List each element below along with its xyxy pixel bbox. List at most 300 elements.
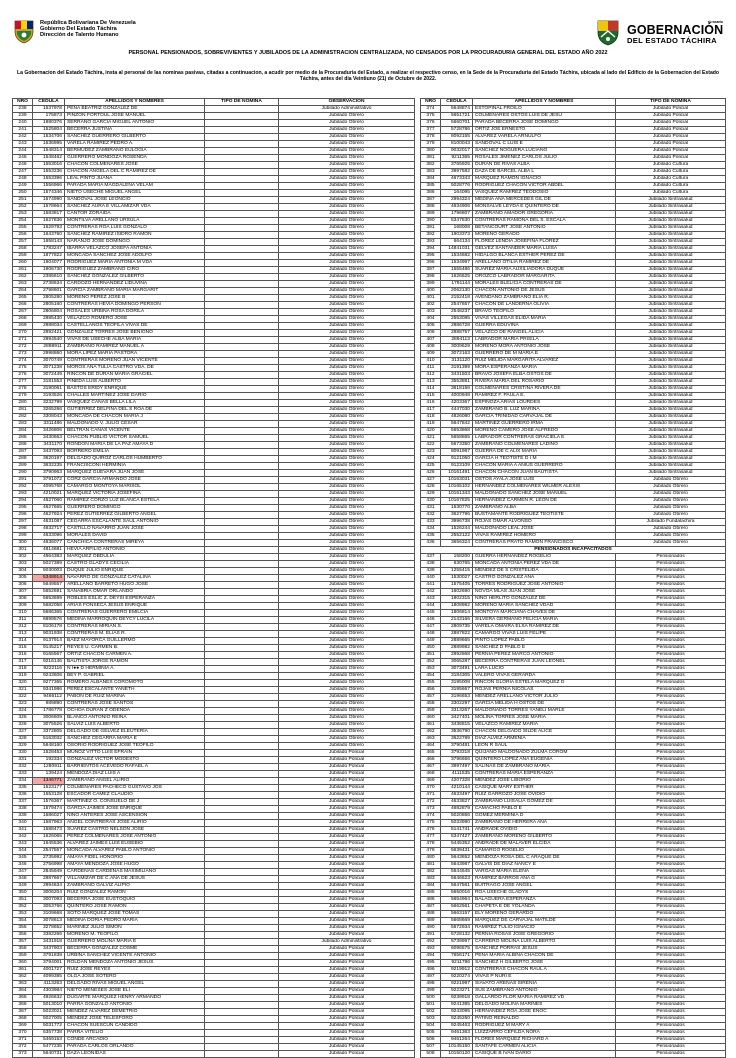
row-observacion: Jubilado Obrero (279, 315, 415, 322)
row-tipo-nomina: Jubilado Obrero (616, 504, 726, 511)
row-nro: 375 (421, 112, 441, 119)
row-observacion: Jubilado Obrero (279, 448, 415, 455)
row-nombres: SANCHEZ H GILBERTO JOSE (473, 959, 616, 966)
row-nombres: MALDONADO TORRES YANELI MARLE (473, 707, 616, 714)
row-tipo-nomina (205, 567, 279, 574)
row-tipo-nomina (205, 154, 279, 161)
row-tipo-nomina: Jubilado Sintrasalud (616, 210, 726, 217)
row-cedula: 1528453 (33, 749, 65, 756)
row-tipo-nomina: Jubilado Sintrasalud (616, 462, 726, 469)
row-tipo-nomina: Pensionados (616, 966, 726, 973)
row-cedula: 3794001 (33, 959, 65, 966)
header-tipo-nomina: TIPO DE NOMINA (205, 99, 279, 106)
row-nro: 349 (13, 882, 33, 889)
row-nro: 384 (421, 175, 441, 182)
row-cedula: 3265266 (33, 406, 65, 413)
row-cedula: 3070749 (33, 357, 65, 364)
row-tipo-nomina (205, 553, 279, 560)
row-tipo-nomina: Pensionados (616, 679, 726, 686)
row-tipo-nomina (205, 546, 279, 553)
row-observacion: Jubilado Policial (279, 1001, 415, 1008)
row-cedula: 1806814 (441, 609, 473, 616)
table-row (13, 294, 415, 301)
row-tipo-nomina (205, 441, 279, 448)
row-nombres: MORENO GERADO (473, 231, 616, 238)
row-tipo-nomina (205, 693, 279, 700)
row-observacion: Jubilado Obrero (279, 490, 415, 497)
row-nombres: LARA LUCIO (473, 665, 616, 672)
row-nro: 327 (13, 728, 33, 735)
row-nro: 467 (421, 763, 441, 770)
row-nro: 261 (13, 266, 33, 273)
row-cedula: 5653699 (33, 595, 65, 602)
row-cedula: 2809735 (441, 623, 473, 630)
table-row (13, 756, 415, 763)
table-row (421, 994, 726, 1001)
row-cedula: 5660701 (441, 119, 473, 126)
table-row (13, 399, 415, 406)
row-cedula: 5013010 (33, 1001, 65, 1008)
row-cedula: 1783247 (33, 245, 65, 252)
row-nro: 441 (421, 581, 441, 588)
row-tipo-nomina: Jubilado Sintrasalud (616, 224, 726, 231)
row-observacion: Jubilado Obrero (279, 322, 415, 329)
row-tipo-nomina (205, 791, 279, 798)
row-observacion: Jubilado Obrero (279, 385, 415, 392)
row-nro: 283 (13, 420, 33, 427)
row-cedula: 1530027 (441, 574, 473, 581)
row-observacion: Jubilado Obrero (279, 182, 415, 189)
row-nro: 364 (13, 987, 33, 994)
brand-title: GOBERNACIÓN (627, 23, 724, 37)
row-observacion: Jubilado Obrero (279, 455, 415, 462)
table-row (13, 588, 415, 595)
row-nro: 481 (421, 861, 441, 868)
row-cedula: 2738634 (33, 280, 65, 287)
table-row (13, 966, 415, 973)
row-observacion: Jubilado Obrero (279, 259, 415, 266)
row-observacion: Jubilado Policial (279, 861, 415, 868)
row-cedula: 1583817 (33, 210, 65, 217)
row-cedula: 2886728 (441, 322, 473, 329)
row-nro: 367 (13, 1008, 33, 1015)
row-nombres: VARELA RAMIREZ PEDRO A. (65, 140, 205, 147)
row-cedula: 3436815 (441, 721, 473, 728)
row-nombres: MALDONADO SANCHEZ JOSE MANUEL (473, 490, 616, 497)
row-nombres: CANTOR ZORAIDA (65, 210, 205, 217)
row-observacion: Jubilado Obrero (279, 280, 415, 287)
row-cedula: 3791838 (33, 952, 65, 959)
row-nombres: SUAREZ CASTRO NELSON JOSE (65, 826, 205, 833)
row-tipo-nomina: Pensionados (616, 735, 726, 742)
row-nro: 319 (13, 672, 33, 679)
row-tipo-nomina (205, 259, 279, 266)
row-observacion: Jubilado Obrero (279, 161, 415, 168)
table-row (13, 875, 415, 882)
row-tipo-nomina (205, 952, 279, 959)
row-nombres: ZAMBRANO ALBA (473, 504, 616, 511)
table-row (13, 469, 415, 476)
row-cedula: 1588473 (33, 826, 65, 833)
row-nombres: MONSALVE LEYDA E QUINTERO DE (473, 203, 616, 210)
row-nombres: PEREZ GUTIERREZ GILBERTO ANGEL (65, 511, 205, 518)
row-tipo-nomina: Jubilado Obrero (616, 511, 726, 518)
table-row (13, 574, 415, 581)
row-nombres: BUITRAGO JOSE ANGEL (473, 882, 616, 889)
row-tipo-nomina (205, 714, 279, 721)
row-nro: 287 (13, 448, 33, 455)
row-cedula: 4627924 (33, 511, 65, 518)
row-nombres: VIVAS VILLEGAS ELIDA MARIA (473, 315, 616, 322)
row-observacion: Jubilado Obrero (279, 609, 415, 616)
row-nombres: PEÑA MARIA ALBINA CHACON DE (473, 952, 616, 959)
row-nombres: RUIZ MELIDA MARGARITA ALVAREZ (473, 357, 616, 364)
row-nro: 473 (421, 805, 441, 812)
table-row (421, 679, 726, 686)
row-nombres: COLMENARES OSTOS LUIS DE JESU (473, 112, 616, 119)
row-cedula: 5469153 (33, 1036, 65, 1043)
row-tipo-nomina (205, 742, 279, 749)
row-cedula: 1280911 (33, 763, 65, 770)
row-observacion: Jubilado Policial (279, 770, 415, 777)
row-cedula: 1587963 (33, 819, 65, 826)
table-row (421, 1050, 726, 1057)
row-nro: 500 (421, 994, 441, 1001)
row-cedula: 9220274 (441, 973, 473, 980)
row-nro: 499 (421, 987, 441, 994)
row-tipo-nomina: Pensionados (616, 812, 726, 819)
row-tipo-nomina: Pensionados (616, 721, 726, 728)
row-nro: 344 (13, 847, 33, 854)
row-nro: 316 (13, 651, 33, 658)
row-nombres: OROZCO LABRADOR MARGARITA (473, 273, 616, 280)
row-cedula: 4627665 (33, 504, 65, 511)
row-nro: 285 (13, 434, 33, 441)
row-tipo-nomina (205, 840, 279, 847)
table-row (13, 217, 415, 224)
table-row (13, 140, 415, 147)
row-cedula: 3302297 (441, 700, 473, 707)
row-tipo-nomina: Pensionados (616, 952, 726, 959)
table-row (421, 784, 726, 791)
table-row (421, 707, 726, 714)
table-row (13, 273, 415, 280)
row-tipo-nomina (205, 588, 279, 595)
row-nombres: OSORIO RODRIGUEZ JOSE TEOFILO (65, 742, 205, 749)
row-nro: 355 (13, 924, 33, 931)
row-tipo-nomina (205, 308, 279, 315)
row-nombres: MOLINA TORRES JOSE MARIA (473, 714, 616, 721)
row-tipo-nomina (205, 1050, 279, 1057)
row-nro: 401 (421, 294, 441, 301)
table-row (421, 763, 726, 770)
row-nro: 347 (13, 868, 33, 875)
row-nro: 271 (13, 336, 33, 343)
table-row (421, 819, 726, 826)
row-cedula: 1525804 (33, 126, 65, 133)
table-row (421, 280, 726, 287)
row-nombres: HERNANDEZ ROA JOSE ENOC (473, 1008, 616, 1015)
row-tipo-nomina (205, 161, 279, 168)
table-row (421, 434, 726, 441)
row-tipo-nomina: Pensionados (616, 658, 726, 665)
table-row (13, 119, 415, 126)
row-nro: 255 (13, 224, 33, 231)
row-nombres: QUIJANO MALDONADO ZULMA COROM (473, 749, 616, 756)
row-tipo-nomina (205, 182, 279, 189)
row-tipo-nomina (205, 868, 279, 875)
row-observacion: Jubilado Policial (279, 1008, 415, 1015)
row-cedula: 9245463 (441, 1022, 473, 1029)
table-row (13, 1029, 415, 1036)
row-cedula: 3431170 (33, 441, 65, 448)
row-cedula: 3997497 (441, 763, 473, 770)
row-nombres: CONTRERAS GUERRERO EMILCIA (65, 609, 205, 616)
row-observacion: Jubilado Obrero (279, 679, 415, 686)
row-tipo-nomina (205, 315, 279, 322)
row-nombres: CONTRERAS HEVIA DOMINGO PERSON (65, 301, 205, 308)
row-nombres: GUERRA DE C ALIX MARIA (473, 448, 616, 455)
row-cedula: 8106178 (33, 623, 65, 630)
row-tipo-nomina: Pensionados (616, 707, 726, 714)
row-nombres: TORRES RODRIGUEZ JOSE ANTONIO (473, 581, 616, 588)
row-tipo-nomina: Pensionados (616, 826, 726, 833)
row-observacion: Jubilado Obrero (279, 210, 415, 217)
row-nro: 248 (13, 175, 33, 182)
row-cedula: 3427401 (441, 714, 473, 721)
row-cedula: 2552122 (441, 532, 473, 539)
table-row (13, 770, 415, 777)
table-row (13, 812, 415, 819)
row-tipo-nomina: Jubilado Cultura (616, 182, 726, 189)
row-observacion: Jubilado Obrero (279, 126, 415, 133)
row-cedula: 3791072 (33, 476, 65, 483)
row-nro: 259 (13, 252, 33, 259)
row-cedula: 8092155 (441, 133, 473, 140)
row-cedula: 2994324 (441, 196, 473, 203)
row-nombres: QUINTERO JOSE RAMON (65, 903, 205, 910)
row-nro: 483 (421, 875, 441, 882)
header-line-1: República Bolivariana De Venezuela (40, 20, 136, 26)
row-tipo-nomina: Pensionados (616, 882, 726, 889)
table-row (421, 882, 726, 889)
row-nombres: ARIAS FONSECA JESUS ENRIQUE (65, 602, 205, 609)
row-nombres: MORALES DAVID (65, 532, 205, 539)
row-tipo-nomina: Jubilado Obrero (616, 539, 726, 546)
header-cedula: CEDULA (33, 99, 65, 106)
row-nombres: MENDEZ JOSE TELESFORO (65, 1015, 205, 1022)
row-nombres: DUQUE JULIO ENRIQUE (65, 567, 205, 574)
row-nro: 379 (421, 140, 441, 147)
table-row (13, 420, 415, 427)
table-row (13, 819, 415, 826)
row-tipo-nomina: Pensionados (616, 567, 726, 574)
row-tipo-nomina (205, 294, 279, 301)
row-nombres: NINO ANTERES JOSE ASCENSION (65, 812, 205, 819)
row-tipo-nomina (205, 973, 279, 980)
row-observacion: Jubilado Policial (279, 889, 415, 896)
row-nro: 250 (13, 189, 33, 196)
table-row (421, 714, 726, 721)
row-nro: 465 (421, 749, 441, 756)
row-tipo-nomina (205, 644, 279, 651)
row-cedula: 5658865 (441, 434, 473, 441)
row-observacion: Jubilado Obrero (279, 630, 415, 637)
row-observacion: Jubilado Obrero (279, 441, 415, 448)
row-tipo-nomina (205, 721, 279, 728)
row-nro: 302 (13, 553, 33, 560)
row-cedula: 5141741 (441, 826, 473, 833)
row-nombres: RODRIGUEZ CHACON VICTOR ABDEL (473, 182, 616, 189)
table-row (421, 238, 726, 245)
row-tipo-nomina: Pensionados (616, 623, 726, 630)
table-row (421, 1036, 726, 1043)
row-tipo-nomina (205, 518, 279, 525)
row-cedula: 3313267 (441, 707, 473, 714)
row-nro: 266 (13, 301, 33, 308)
row-nombres: CHACON COLMENARES JOSE (65, 161, 205, 168)
row-nro: 451 (421, 651, 441, 658)
table-row (13, 1036, 415, 1043)
row-cedula: 168008 (441, 224, 473, 231)
row-tipo-nomina (205, 525, 279, 532)
row-nro: 374 (421, 105, 441, 112)
row-tipo-nomina: Jubilado Obrero (616, 532, 726, 539)
row-tipo-nomina: Jubilado Policial (616, 133, 726, 140)
row-tipo-nomina (205, 343, 279, 350)
row-nombres: BUSTAMANTE RODRIGUEZ TEOTISTE (473, 511, 616, 518)
row-nombres: SIAVATO ARENAS SIRENIA (473, 980, 616, 987)
row-tipo-nomina: Pensionados (616, 1043, 726, 1050)
row-tipo-nomina: Pensionados (616, 637, 726, 644)
row-observacion: Jubilado Policial (279, 875, 415, 882)
table-row (13, 777, 415, 784)
row-cedula: 5348914 (33, 574, 65, 581)
row-tipo-nomina (205, 623, 279, 630)
row-nombres: PARADA BECERRA JOSE DOMINGO (473, 119, 616, 126)
table-row (421, 798, 726, 805)
row-tipo-nomina: Jubilado Sintrasalud (616, 441, 726, 448)
row-nombres: VIVAS DE USECHE ALBA MARIA (65, 336, 205, 343)
table-row (421, 840, 726, 847)
row-nro: 362 (13, 973, 33, 980)
row-observacion: Jubilado Obrero (279, 392, 415, 399)
row-nombres: BAEZ MAYORCA GUILLERMO (65, 637, 205, 644)
row-observacion: Jubilado Obrero (279, 217, 415, 224)
row-cedula: 1627836 (33, 217, 65, 224)
row-nro: 432 (421, 511, 441, 518)
row-nombres: LABRADOR MARIA PRISILA (473, 336, 616, 343)
row-observacion: Jubilado Obrero (279, 693, 415, 700)
table-row (13, 210, 415, 217)
row-observacion: Jubilado Obrero (279, 329, 415, 336)
row-nombres: QUINTERO LOPEZ ANA EUGENIA (473, 756, 616, 763)
row-cedula: 1629793 (33, 224, 65, 231)
row-nombres: ROMERO ALBANES COROMOTO (65, 679, 205, 686)
row-cedula: 4000948 (441, 392, 473, 399)
table-row (421, 952, 726, 959)
row-nombres: CASIQUE B IVAN DARIO (473, 1050, 616, 1057)
row-nombres: MONCADA ALVAREZ PABLO ANTONIO (65, 847, 205, 854)
table-row (13, 168, 415, 175)
row-nombres: CHACON DE LANDERNA OLIVIA (473, 301, 616, 308)
table-row (13, 889, 415, 896)
row-nro: 412 (421, 371, 441, 378)
row-nro: 490 (421, 924, 441, 931)
row-nombres: MEDINA DORIA PEDRO MARIA (65, 917, 205, 924)
row-cedula: 3308043 (33, 413, 65, 420)
row-cedula: 5644645 (441, 868, 473, 875)
table-row (13, 322, 415, 329)
row-nro: 303 (13, 560, 33, 567)
row-tipo-nomina: Pensionados (616, 1001, 726, 1008)
table-row (13, 644, 415, 651)
row-nro: 247 (13, 168, 33, 175)
table-row (421, 245, 726, 252)
row-nro: 479 (421, 847, 441, 854)
row-nombres: CAMACHO PABLO E (473, 805, 616, 812)
row-nombres: ARELLANO OTILIA RAMIREZ DE (473, 259, 616, 266)
row-tipo-nomina (205, 357, 279, 364)
row-nombres: PARADA MARIA MAGDALENA VELAM (65, 182, 205, 189)
row-nro: 455 (421, 679, 441, 686)
table-row (13, 336, 415, 343)
row-tipo-nomina (205, 189, 279, 196)
row-nro: 389 (421, 210, 441, 217)
table-row (13, 483, 415, 490)
table-row (421, 392, 726, 399)
row-nro: 454 (421, 672, 441, 679)
row-tipo-nomina (205, 560, 279, 567)
row-nombres: GARCIA MELIDA H OSTOS DE (473, 700, 616, 707)
table-row (13, 616, 415, 623)
row-nombres: ZAMBRANO GALVIZ ALIPIO (65, 882, 205, 889)
table-row (13, 959, 415, 966)
row-nombres: MUÑOZ VITTO LUIS EFRAIN (65, 749, 205, 756)
row-nro: 462 (421, 728, 441, 735)
row-tipo-nomina (205, 833, 279, 840)
row-tipo-nomina: Jubilado Sintrasalud (616, 245, 726, 252)
row-nro: 358 (13, 945, 33, 952)
row-nombres: MORA LIPEZ MARIA PASTORA (65, 350, 205, 357)
row-tipo-nomina: Pensionados (616, 770, 726, 777)
row-tipo-nomina (205, 350, 279, 357)
table-row (421, 294, 726, 301)
row-nro: 450 (421, 644, 441, 651)
row-tipo-nomina: Pensionados (616, 581, 726, 588)
row-observacion: Jubilado Policial (279, 791, 415, 798)
row-nombres: HIDALGO BLANCA ESTHER PEREZ DE (473, 252, 616, 259)
row-nombres: CASTRO GONZALEZ ANA (473, 574, 616, 581)
row-tipo-nomina: Pensionados (616, 868, 726, 875)
table-row (13, 623, 415, 630)
row-nombres: SANCHEZ NOGUERA LUCIANO (473, 147, 616, 154)
row-observacion: Jubilado Obrero (279, 224, 415, 231)
row-observacion: Jubilado Obrero (279, 567, 415, 574)
row-nombres: NARANJO JOSE DOMINGO (65, 238, 205, 245)
row-nombres: MENDEZ ARELLANO VICTOR JULIO (473, 693, 616, 700)
row-cedula: 3006204 (33, 889, 65, 896)
row-nro: 265 (13, 294, 33, 301)
row-tipo-nomina: Pensionados (616, 917, 726, 924)
row-tipo-nomina (205, 378, 279, 385)
row-cedula: 1526244 (441, 525, 473, 532)
row-observacion: Jubilado Policial (279, 924, 415, 931)
row-nombres: SUS ZAMBRANO ANTONIO (473, 987, 616, 994)
row-cedula: 5648874 (441, 105, 473, 112)
row-nro: 346 (13, 861, 33, 868)
row-nro: 378 (421, 133, 441, 140)
